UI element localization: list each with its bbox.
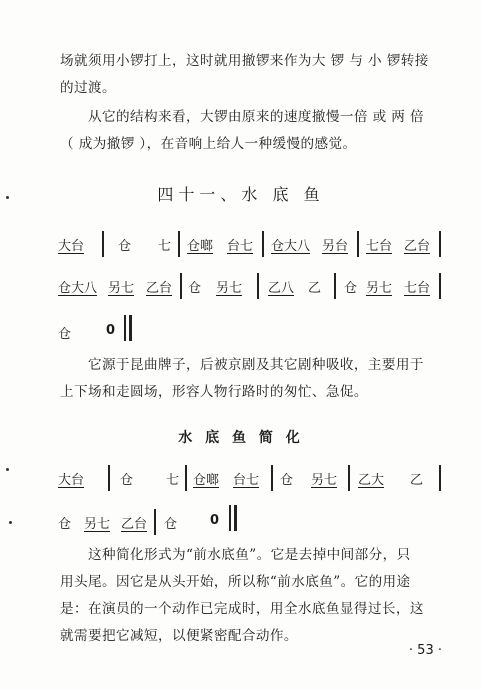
score-syllable: 仓	[164, 517, 178, 532]
subsection-title: 水 底 鱼 简 化	[178, 430, 304, 446]
bar-line	[439, 273, 441, 299]
simplified-line-4: 就需要把它减短，以便紧密配合动作。	[60, 628, 298, 644]
score-syllable: 七	[166, 473, 180, 488]
bar-line	[439, 231, 441, 257]
score-syllable: 仓	[188, 281, 202, 296]
score1-row3	[58, 323, 178, 351]
score-syllable: 另七	[84, 517, 111, 532]
bar-line	[262, 231, 264, 257]
bar-line	[180, 273, 182, 299]
scan-speck	[9, 521, 12, 524]
score1-row2	[58, 277, 448, 305]
scan-speck	[6, 468, 9, 471]
score-syllable: 另七	[366, 281, 393, 296]
score-syllable: 乙八	[268, 281, 295, 296]
rest-zero: 0	[210, 513, 220, 528]
score-syllable: 乙台	[121, 517, 148, 532]
score-syllable: 仓	[344, 281, 358, 296]
bar-line	[102, 231, 104, 257]
score-syllable: 仓大八	[271, 239, 311, 254]
final-bar-thin	[229, 505, 231, 531]
score-syllable: 乙	[410, 473, 424, 488]
section-title: 四十一、水 底 鱼	[157, 185, 325, 204]
final-bar-thin	[124, 315, 126, 341]
structure-line-1: 从它的结构来看，大锣由原来的速度撤慢一倍 或 两 倍	[88, 109, 425, 125]
simplified-paragraph	[60, 542, 455, 650]
score1-row1	[58, 235, 448, 263]
rest-zero: 0	[106, 323, 116, 338]
score-syllable: 仓	[58, 517, 72, 532]
simplified-line-1: 这种简化形式为“前水底鱼”。它是去掉中间部分，只	[88, 547, 411, 563]
origin-paragraph	[60, 352, 455, 406]
score-syllable: 仓	[120, 473, 134, 488]
score-syllable: 大台	[58, 473, 85, 488]
score-syllable: 七	[158, 239, 172, 254]
score-syllable: 台七	[233, 473, 260, 488]
score-syllable: 仓啷	[193, 473, 220, 488]
bar-line	[108, 465, 110, 491]
page-number: · 53 ·	[408, 643, 442, 658]
bar-line	[334, 273, 336, 299]
score-syllable: 另七	[108, 281, 135, 296]
bar-line	[178, 231, 180, 257]
score-syllable: 仓	[118, 239, 132, 254]
score-syllable: 七台	[404, 281, 431, 296]
final-bar-thick	[234, 505, 237, 531]
score2-row2	[58, 513, 258, 541]
intro-line-1: 场就须用小锣打上，这时就用撤锣来作为大 锣 与 小 锣转接	[60, 53, 429, 69]
bar-line	[439, 465, 441, 491]
score-syllable: 仓大八	[58, 281, 98, 296]
score2-row1	[58, 469, 448, 497]
score-syllable: 乙	[308, 281, 322, 296]
score-syllable: 另七	[311, 473, 338, 488]
intro-paragraph	[60, 48, 455, 102]
structure-line-2: （ 成为撤锣 ），在音响上给人一种缓慢的感觉。	[60, 136, 357, 152]
score-syllable: 另七	[216, 281, 243, 296]
score-syllable: 台七	[227, 239, 254, 254]
score-syllable: 大台	[58, 239, 85, 254]
scan-speck	[6, 196, 9, 199]
intro-line-2: 的过渡。	[60, 80, 116, 96]
origin-line-2: 上下场和走圆场，形容人物行路时的匆忙、急促。	[60, 384, 368, 400]
bar-line	[348, 465, 350, 491]
score-syllable: 仓	[280, 473, 294, 488]
simplified-line-3: 是：在演员的一个动作已完成时，用全水底鱼显得过长，这	[60, 601, 424, 617]
bar-line	[271, 465, 273, 491]
bar-line	[185, 465, 187, 491]
bar-line	[357, 231, 359, 257]
final-bar-thick	[129, 315, 132, 341]
score-syllable: 乙台	[404, 239, 431, 254]
score-syllable: 乙台	[146, 281, 173, 296]
score-syllable: 乙大	[358, 473, 385, 488]
bar-line	[257, 273, 259, 299]
bar-line	[154, 509, 156, 535]
score-syllable: 仓啷	[187, 239, 214, 254]
origin-line-1: 它源于昆曲牌子，后被京剧及其它剧种吸收，主要用于	[88, 357, 424, 373]
simplified-line-2: 用头尾。因它是从头开始，所以称“前水底鱼”。它的用途	[60, 574, 411, 590]
score-syllable: 七台	[366, 239, 393, 254]
score-syllable: 另台	[322, 239, 349, 254]
structure-paragraph	[60, 104, 455, 158]
score-syllable: 仓	[58, 327, 72, 342]
